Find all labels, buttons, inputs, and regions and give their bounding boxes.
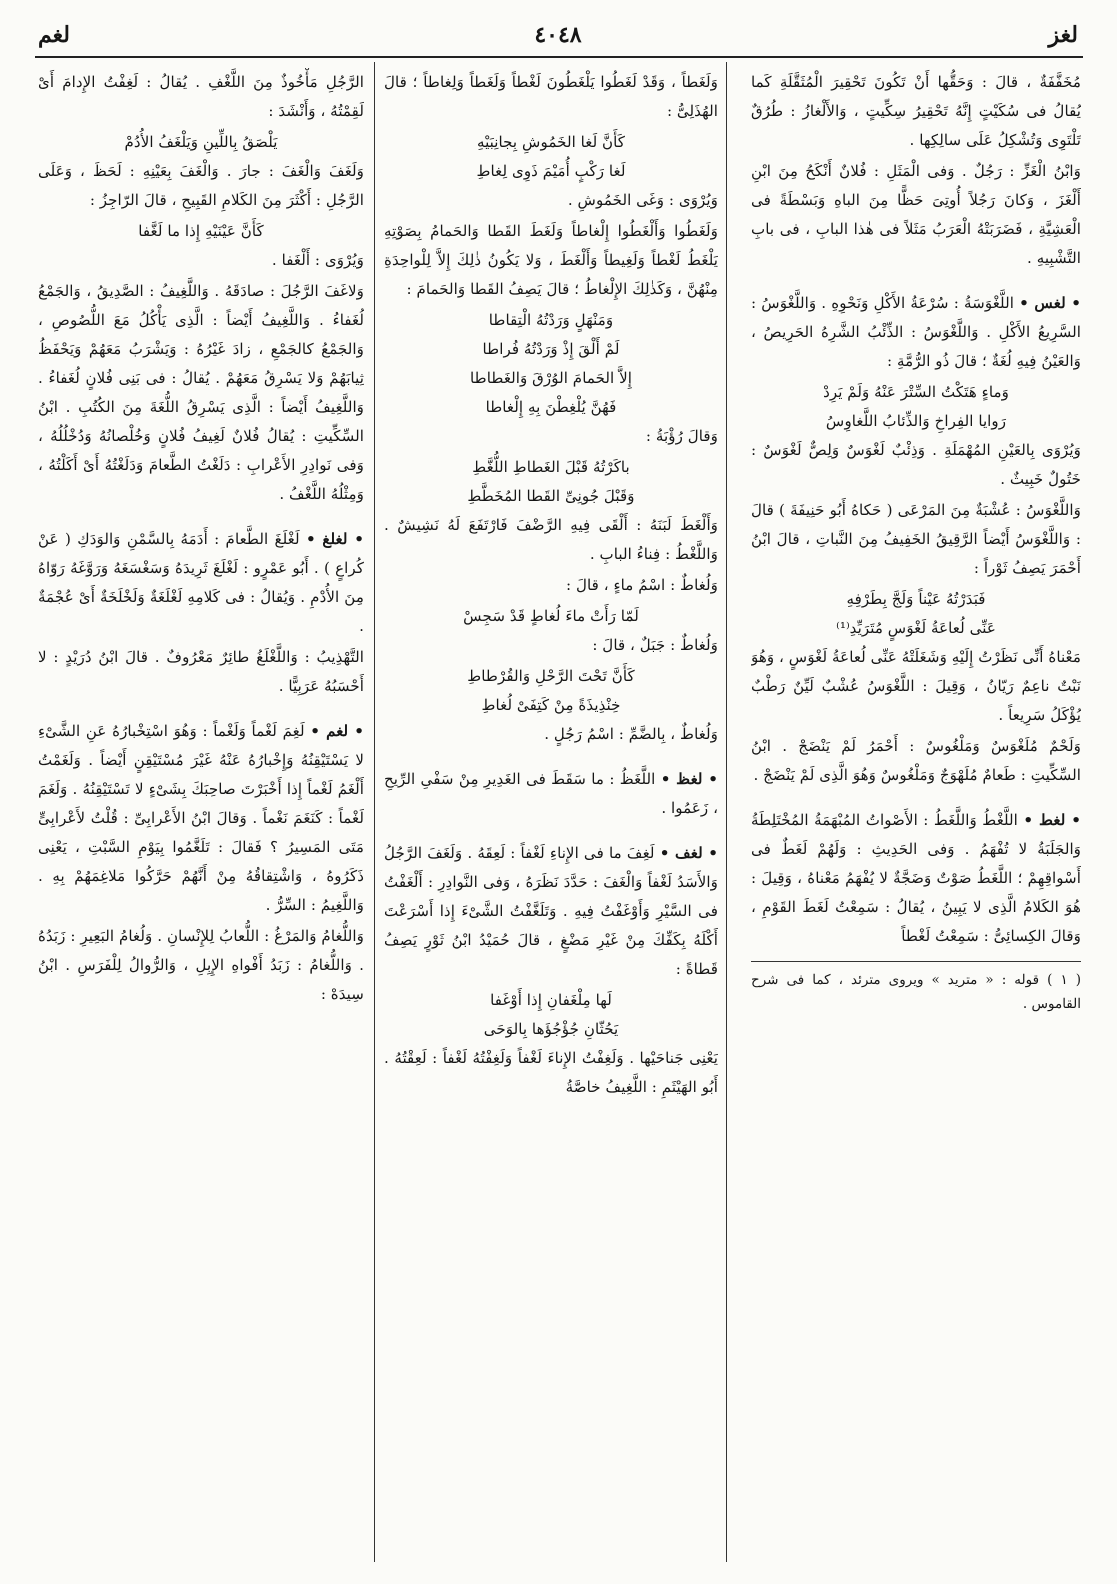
verse-line: إِلاَّ الحَمامَ الوُرْقَ وَالغَطاطا — [470, 369, 632, 387]
entry-text: لَغِفَ ما فى الإِناءِ لَغْفاً : لَعِقَهُ . وَلَغَفَ الرَّجُلُ وَالأَسَدُ لَغْفاً وَالْغَفَ : حَدَّدَ نَظَرَهُ ، وَفى النَّوادِرِ : أَلْغَفْتُ فى السَّيْرِ وَأَوْغَفْتُ فِيهِ . وَتَلَغَّفْتُ الشَّىْءَ إِذا أَسْرَعْتَ أَكْلَهُ بِكَفِّكَ مِنْ غَيْرِ مَضْغٍ ، قالَ حُمَيْدُ ابْنُ ثَوْرٍ يَصِفُ قَطاةً : — [384, 844, 718, 978]
paragraph: التَّهْذِيبُ : وَاللَّغْلَغُ طائِرٌ مَعْرُوفٌ . قالَ ابْنُ دُرَيْدٍ : لا أَحْسَبُهُ عَرَبِيًّا . — [38, 648, 364, 695]
paragraph: وَيُرْوَى بِالعَيْنِ المُهْمَلَةِ . وَذِئْبٌ لَغْوَسٌ وَلِصٌّ لَغْوَسٌ : خَتُولٌ خَبِيثٌ . — [751, 441, 1081, 488]
verse-line: وَمَنْهَلٍ وَرَدْتُهُ الْتِقاطا — [488, 311, 614, 329]
paragraph: وَاللُّغامُ وَالمَرْغُ : اللُّعابُ لِلإِنْسانِ . وَلُغامُ البَعِيرِ : زَبَدُهُ . وَاللُّغامُ : زَبَدُ أَفْواهِ الإِبِلِ ، وَالرُّوالُ لِلْفَرَسِ . ابْنُ سِيدَهْ : — [38, 927, 364, 1003]
entry-headword: • لغف • — [659, 844, 718, 862]
paragraph: وَلَغَفَ وَالْغَفَ : جارَ . وَالْغَفَ بِعَيْنِهِ : لَحَظَ ، وَعَلَى الرَّجُلِ : أَكْثَرَ مِنَ الكَلامِ القَبِيحِ ، قالَ الرّاجِزُ : — [38, 162, 364, 209]
paragraph: مُخَفَّفَةٌ ، قالَ : وَحَقُّها أَنْ تَكُونَ تَحْقِيرَ الْمُثَقَّلَةِ كَما يُقالُ فى سُكَيْتٍ إِنَّهُ تَحْقِيرُ سِكِّيتٍ ، وَالأَلْغازُ : طُرُقٌ تَلْتَوِى وَتُشْكِلُ عَلَى سالِكِها . — [751, 73, 1081, 149]
verse-line: فَبَدَرْتُهُ عَيْناً وَلَجَّ بِطَرْفِهِ — [846, 590, 986, 608]
verse-line: خِنْذِيذَةً مِنْ كَتِفَىْ لُغاطِ — [481, 696, 621, 714]
paragraph: وَلُغاطٌ ، بِالضَّمِّ : اسْمُ رَجُلٍ . — [544, 725, 718, 743]
verse-line: كَأَنَّ تَحْتَ الرَّحْلِ وَالقُرْطاطِ — [467, 667, 635, 685]
entry-text: اللَّغْوَسَةُ : سُرْعَةُ الأَكْلِ وَنَحْوِهِ . وَاللَّغْوَسُ : السَّرِيعُ الأَكْلِ . وَاللَّغْوَسُ : الذِّئْبُ الشَّرِهُ الحَرِيصُ ، وَالعَيْنُ فِيهِ لُغَةٌ ؛ قالَ ذُو الرُّمَّةِ : — [751, 294, 1081, 370]
dictionary-entry — [38, 717, 364, 920]
verse-line: لَها مِلْغَفانِ إِذا أَوْغَفا — [490, 991, 612, 1009]
paragraph: يَعْنِى جَناحَيْها . وَلَغِفْتُ الإِناءَ لَغْفاً وَلَغِفْتُهُ لَغْفاً : لَعِقْتُهُ . أَبُو الهَيْثَمِ : اللَّغِيفُ خاصَّةُ — [384, 1049, 718, 1096]
header-right-word: لغز — [1048, 22, 1078, 48]
header-rule — [35, 56, 1083, 58]
entry-headword: • لغلغ • — [305, 530, 364, 548]
entry-gap — [384, 825, 718, 839]
paragraph: وَاللَّغْوَسُ : عُشْبَةٌ مِنَ المَرْعَى ( حَكاهُ أَبُو حَنِيفَةَ ) قالَ : وَاللَّغْوَسُ أَيْضاً الرَّقِيقُ الخَفِيفُ مِنَ النَّباتِ ، قالَ ابْنُ أَحْمَرَ يَصِفُ ثَوْراً : — [751, 501, 1081, 577]
verse-line: كَأَنَّ لَغا الخَمُوشِ بِجانِبَيْهِ — [476, 133, 626, 151]
verse-line: يَلْصَقُ بِاللِّينِ وَيَلْغَفُ الأُدُمْ — [124, 133, 278, 151]
paragraph: وَلاغَفَ الرَّجُلَ : صادَقَهُ . وَاللَّغِيفُ : الصَّدِيقُ ، وَالجَمْعُ لُغَفاءُ . وَاللَّغِيفُ أَيْضاً : الَّذِى يَأْكُلُ مَعَ اللُّصُوصِ ، وَالجَمْعُ كالجَمْعِ ، زادَ غَيْرُهُ : وَيَشْرَبُ مَعَهُمْ وَيَحْفَظُ ثِيابَهُمْ وَلا يَسْرِقُ مَعَهُمْ . يُقالُ : فى بَنِى فُلانٍ لُغَفاءُ . وَاللَّغِيفُ أَيْضاً : الَّذِى يَسْرِقُ اللُّغَةَ مِنَ الكُتُبِ . ابْنُ السِّكِّيتِ : يُقالُ فُلانٌ لَغِيفُ فُلانٍ وَخُلْصانُهُ وَدُخْلُلُهُ ، وَفى نَوادِرِ الأَعْرابِ : دَلَغْتُ الطَّعامَ وَدَلَغْتُهُ أَىْ أَكَلْتُهُ ، وَمِثْلُهُ اللَّغْفُ . — [38, 282, 364, 503]
verse-line: لَمْ أَلْقَ إِذْ وَرَدْتُهُ فُراطا — [482, 340, 620, 358]
entry-gap — [751, 792, 1081, 806]
paragraph: وَيُرْوَى : أَلْغَفا . — [271, 251, 364, 269]
paragraph: وَأَلْغَطَ لَبَنَهُ : أَلْقَى فِيهِ الرَّضْفَ فَارْتَفَعَ لَهُ نَشِيشٌ . وَاللَّغْطُ : فِناءُ البابِ . — [384, 516, 718, 563]
paragraph: وَلَغَطاً ، وَقَدْ لَغَطُوا يَلْغَطُونَ لَغْطاً وَلَغَطاً وَلِغاطاً ؛ قالَ الهُذَلِىُّ : — [384, 73, 718, 120]
entry-headword: • لغط • — [1023, 811, 1081, 829]
verse-line: يَحُثّانِ جُؤْجُؤَها بِالوَحَى — [483, 1020, 619, 1038]
verse-line: فَهُنَّ يُلْغِطْنَ بِهِ إِلْغاطا — [485, 398, 617, 416]
entry-headword: • لغم • — [310, 722, 364, 740]
verse-line: عَنِّى لُعاعَةُ لَغْوَسٍ مُتَرَيِّدِ⁽¹⁾ — [836, 619, 996, 637]
column-right — [751, 68, 1081, 1568]
entry-gap — [38, 703, 364, 717]
dictionary-entry — [384, 839, 718, 984]
paragraph: وَيُرْوَى : وَغَى الخَمُوشِ . — [567, 191, 718, 209]
header-left-word: لغم — [38, 22, 70, 48]
paragraph: وَلَغَطُوا وَأَلْغَطُوا إِلْغاطاً وَلَغَطَ القَطا وَالحَمامُ بِصَوْتِهِ يَلْغَطُ لَغْطاً وَلَغِيطاً وَأَلْغَطَ ، وَلا يَكُونُ ذٰلِكَ إِلاَّ لِلْواحِدَةِ مِنْهُنَّ ، وَكَذٰلِكَ الإِلْغاطُ ؛ قالَ يَصِفُ القَطا وَالحَمامَ : — [384, 222, 718, 298]
dictionary-entry — [751, 806, 1081, 951]
verse-line: لَغا رَكْبٍ أُمَيْمَ ذَوِى لِغاطِ — [476, 162, 626, 180]
verse-line: وَماءٍ هَتَكْتُ السِّتْرَ عَنْهُ وَلَمْ يَرِدْ — [823, 383, 1009, 401]
entry-text: اللَّغْطُ وَاللَّغَطُ : الأَصْواتُ المُبْهَمَةُ المُخْتَلِطَةُ وَالجَلَبَةُ لا تُفْهَمُ . وَفى الحَدِيثِ : وَلَهُمْ لَغَطٌ فى أَسْواقِهِمْ ؛ اللَّغَطُ صَوْتٌ وَضَجَّةٌ لا يُفْهَمُ مَعْناهُ ، وَقِيلَ : هُوَ الكَلامُ الَّذِى لا يَبِينُ ، يُقالُ : سَمِعْتُ لَغَطَ القَوْمِ ، وَقالَ الكِسائِىُّ : سَمِعْتُ لَغْطاً — [751, 811, 1081, 945]
column-middle — [384, 68, 718, 1568]
verse-line: وَقَبْلَ جُونِىِّ القَطا المُخَطَّطِ — [467, 487, 635, 505]
footnote-rule — [751, 961, 1081, 962]
entry-headword: • لغظ • — [660, 770, 718, 788]
verse-line: رَوايا الفِراخِ وَالذِّئابُ اللَّغاوِسُ — [825, 412, 1007, 430]
page-header — [38, 22, 1078, 54]
page-number: ٤٠٤٨ — [534, 22, 582, 48]
verse-line: باكَرْتُهُ قَبْلَ الغَطاطِ اللُّغَّطِ — [472, 458, 630, 476]
paragraph: مَعْناهُ أَنِّى نَظَرْتُ إِلَيْهِ وَشَغَلَتْهُ عَنِّى لُعاعَةُ لَغْوَسٍ ، وَهُوَ نَبْتٌ ناعِمٌ رَيّانُ ، وَقِيلَ : اللَّغْوَسُ عُشْبٌ لَيِّنٌ رَطْبٌ يُؤْكَلُ سَرِيعاً . — [751, 648, 1081, 724]
column-divider — [726, 62, 727, 1562]
column-left — [38, 68, 364, 1568]
entry-text: لَغِمَ لَغْماً وَلَغْماً : وَهُوَ اسْتِخْبارُهُ عَنِ الشَّىْءِ لا يَسْتَيْقِنُهُ وَإِخْبارُهُ عَنْهُ غَيْرَ مُسْتَيْقِنٍ أَيْضاً . وَلَغَمْتُ أَلْغَمُ لَغْماً إِذا أَخْبَرْتَ صاحِبَكَ بِشَىْءٍ لا تَسْتَيْقِنُهُ . وَلَغَمَ لَغْماً : كَنَغَمَ نَغْماً . وَقالَ ابْنُ الأَعْرابِىِّ : قُلْتُ لأَعْرابِىٍّ مَتَى المَسِيرُ ؟ فَقالَ : تَلَغَّمُوا بِيَوْمِ السَّبْتِ ، يَعْنِى ذَكَرُوهُ ، وَاشْتِقاقُهُ مِنْ أَنَّهُمْ حَرَّكُوا مَلاغِمَهُمْ بِهِ . وَاللَّغِيمُ : السِّرُّ . — [38, 722, 364, 914]
footnote: ( ١ ) قوله : « متريد » ويروى مترئد ، كما فى شرح القاموس . — [751, 972, 1081, 1012]
entry-gap — [751, 275, 1081, 289]
paragraph: وَلُغاطٌ : جَبَلٌ ، قالَ : — [592, 636, 718, 654]
entry-gap — [384, 751, 718, 765]
column-divider — [374, 62, 375, 1562]
entry-text: لَغْلَغَ الطَّعامَ : أَدَمَهُ بِالسَّمْنِ وَالوَدَكِ ( عَنْ كُراعٍ ) . أَبُو عَمْرٍو : لَغْلَغَ ثَرِيدَهُ وَسَغْسَغَهُ وَرَوَّغَهُ رَوّاهُ مِنَ الأُدْمِ . وَيُقالُ : فى كَلامِهِ لَغْلَغَةٌ وَلَخْلَخَةٌ أَىْ عُجْمَةٌ . — [38, 530, 364, 635]
paragraph: الرَّجُلِ مَأْخُوذٌ مِنَ اللَّغْفِ . يُقالُ : لَغِفْتُ الإِدامَ أَىْ لَقِمْتُهُ ، وَأَنْشَدَ : — [38, 73, 364, 120]
entry-headword: • لغس • — [1019, 294, 1081, 312]
entry-gap — [38, 511, 364, 525]
entry-text: اللَّغَظُ : ما سَقَطَ فى الغَدِيرِ مِنْ سَفْىِ الرِّيحِ ، زَعَمُوا . — [384, 770, 718, 817]
verse-line: لَمّا رَأَتْ ماءَ لُغاطٍ قَدْ سَجِسْ — [463, 607, 639, 625]
paragraph: وَلَحْمٌ مُلَغْوَسٌ وَمَلْغُوسٌ : أَحْمَرُ لَمْ يَنْضَجْ . ابْنُ السِّكِّيتِ : طَعامٌ مُلَهْوَجٌ وَمَلْغُوسٌ وَهُوَ الَّذِى لَمْ يَنْضَجْ . — [751, 737, 1081, 784]
dictionary-entry — [751, 289, 1081, 376]
dictionary-entry — [384, 765, 718, 823]
paragraph: وَقالَ رُؤْبَةُ : — [645, 427, 718, 445]
verse-line: كَأَنَّ عَيْنَيْهِ إِذا ما لَغَّفا — [138, 222, 264, 240]
paragraph: وَلُغاطٌ : اسْمُ ماءٍ ، قالَ : — [566, 576, 718, 594]
paragraph: وَابْنُ الْغَزِّ : رَجُلٌ . وَفى الْمَثَلِ : فُلانٌ أَنْكَحُ مِنَ ابْنِ أَلْغَزَ ، وَكانَ رَجُلاً أُوتِىَ حَظًّا مِنَ الباهِ وَبَسْطَةً فى الْعَشِيَّةِ ، فَضَرَبَتْهُ الْعَرَبُ مَثَلاً فى هٰذا البابِ ، فى بابِ التَّشْبِيهِ . — [751, 162, 1081, 267]
dictionary-entry — [38, 525, 364, 641]
